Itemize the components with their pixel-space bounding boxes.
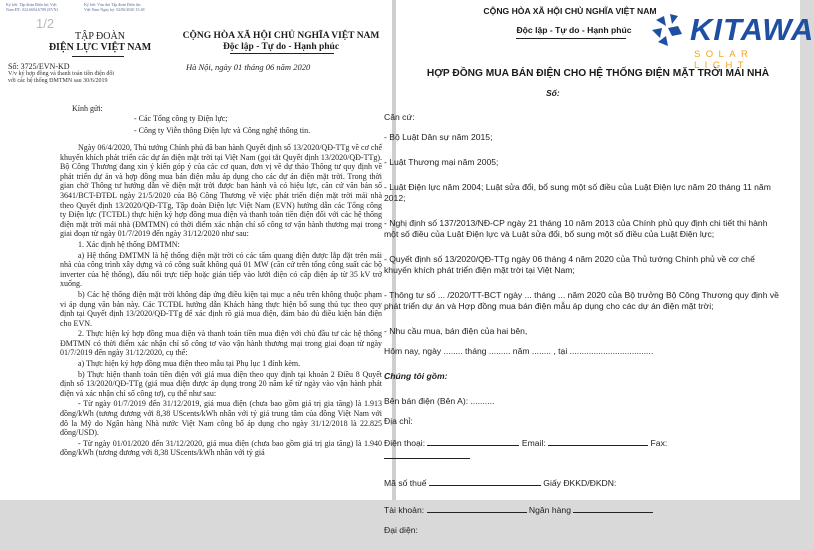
- letter-paragraph: 1. Xác định hệ thống ĐMTMN:: [78, 239, 180, 249]
- fax-blank: [384, 449, 470, 459]
- letter-paragraph: a) Hệ thống ĐMTMN là hệ thống điện mặt trời có các tấm quang điện được lắp đặt trên mái nhà của công trình xây dựng và có công suất không quá 01 MW (căn cứ trên tổng công suất các bộ inverter của hệ thống), đấu nối trực tiếp hoặc gián tiếp vào lưới điện có cấp điện áp từ 35 kV trở xuống.: [60, 250, 382, 289]
- address-line: Địa chỉ:: [384, 416, 413, 426]
- letter-body: [60, 143, 382, 459]
- nation-line-2: Độc lập - Tự do - Hạnh phúc: [222, 42, 340, 52]
- digital-signature-stamp-secondary: Ký bởi: Văn thư Tập đoàn Điện lực Việt Nam Ngày ký: 02/06/2020 15:48: [84, 2, 145, 12]
- contract-motto: Độc lập - Tự do - Hạnh phúc: [516, 25, 632, 35]
- parties-heading: Chúng tôi gồm:: [384, 371, 448, 381]
- letter-paragraph: a) Thực hiện ký hợp đồng mua điện theo mẫu tại Phụ lục 1 đính kèm.: [78, 359, 301, 369]
- tax-label: Mã số thuế: [384, 478, 427, 488]
- motto-underline: [516, 38, 626, 39]
- legal-basis-item: - Bộ Luật Dân sự năm 2015;: [384, 132, 493, 142]
- phone-label: Điện thoại:: [384, 438, 426, 448]
- letter-paragraph: b) Các hệ thống điện mặt trời không đáp ứng điều kiện tại mục a nêu trên không thuộc phạm vi áp dụng văn bản này. Các TCTĐL hướng dẫn Khách hàng thực hiện bổ sung thủ tục theo quy định tại Quyết định 13/2020/QĐ-TTg để xác định rõ giá mua điện, đảm bảo đủ điều kiện bán điện cho EVN.: [60, 289, 382, 328]
- legal-basis-item: - Luật Điện lực năm 2004; Luật sửa đổi, bổ sung một số điều của Luật Điện lực năm 20 tháng 11 năm 2012;: [384, 182, 771, 203]
- page-indicator: 1/2: [36, 16, 55, 31]
- recipient-item: - Các Tổng công ty Điện lực;: [134, 114, 228, 123]
- sun-rays-icon: [652, 14, 692, 54]
- account-label: Tài khoản:: [384, 505, 425, 515]
- representative-line: Đại diện:: [384, 525, 418, 535]
- contact-line: [384, 436, 784, 462]
- letter-paragraph: Ngày 06/4/2020, Thủ tướng Chính phủ đã ban hành Quyết định số 13/2020/QĐ-TTg về cơ chế khuyến khích phát triển các dự án điện mặt trời tại Việt Nam (gọi tắt Quyết định 13/2020/QĐ-TTg). Bộ Công Thương đang xin ý kiến góp ý của các cơ quan, đơn vị về dự thảo Thông tư quy định về phát triển dự án và hợp đồng mua bán điện mẫu áp dụng cho các dự án điện mặt trời. Trong thời gian chờ Thông tư hướng dẫn về điện mặt trời được ban hành và có hiệu lực, căn cứ văn bản số 3641/BCT-ĐTĐL ngày 21/5/2020 của Bộ Công Thương về việc phát triển điện mặt trời mái nhà theo Quyết định 13/2020/QĐ-TTg, Tập đoàn Điện lực Việt Nam (EVN) hướng dẫn các Tổng công ty Điện lực (TCTĐL) thực hiện ký hợp đồng mua điện và thanh toán tiền điện đối với các hệ thống điện mặt trời mái nhà (ĐMTMN) có thời điểm xác nhận chỉ số công tơ vận hành thương mại trong giai đoạn từ ngày 01/7/2019 đến ngày 31/12/2020 như sau:: [60, 143, 382, 239]
- account-blank: [427, 503, 527, 513]
- salutation: Kính gửi:: [72, 104, 103, 113]
- bank-blank: [573, 503, 653, 513]
- digital-signature-stamp: Ký bởi: Tập đoàn Điện lực Việt Nam ĐT: 024.6694.6789 (EVN): [6, 2, 58, 12]
- legal-basis-item: - Luật Thương mại năm 2005;: [384, 157, 499, 167]
- national-heading: [176, 31, 386, 53]
- tax-blank: [429, 476, 541, 486]
- recipients: [134, 113, 310, 137]
- official-letter-page: [0, 0, 392, 500]
- email-blank: [548, 436, 648, 446]
- contract-number: Số:: [546, 88, 560, 98]
- letter-paragraph: - Từ ngày 01/01/2020 đến 31/12/2020, giá mua điện (chưa bao gồm giá trị gia tăng) là 1.940 đồng/kWh (tương đương với 8,38 UScents/kWh nhân với tỷ giá: [60, 438, 382, 458]
- contract-date-line: Hôm nay, ngày ........ tháng ......... năm ........ , tại ...................................: [384, 346, 654, 356]
- nation-line-1: CỘNG HÒA XÃ HỘI CHỦ NGHĨA VIỆT NAM: [182, 31, 380, 41]
- contract-page: [384, 0, 814, 535]
- contract-national-heading: CỘNG HÒA XÃ HỘI CHỦ NGHĨA VIỆT NAM: [483, 6, 657, 16]
- legal-basis-item: - Nghị định số 137/2013/NĐ-CP ngày 21 tháng 10 năm 2013 của Chính phủ quy định chi tiết thi hành một số điều của Luật Điện lực và Luật sửa đổi, bổ sung một số điều của Luật Điện lực;: [384, 218, 768, 239]
- tax-line: [384, 476, 784, 489]
- letter-paragraph: b) Thực hiện thanh toán tiền điện với giá mua điện theo quy định tại khoản 2 Điều 8 Quyết định số 13/2020/QĐ-TTg (giá mua điện được áp dụng trong 20 năm kể từ ngày vào vận hành phát điện và xác nhận chỉ số công tơ), cụ thể như sau:: [60, 369, 382, 398]
- contract-title: HỢP ĐỒNG MUA BÁN ĐIỆN CHO HỆ THỐNG ĐIỆN MẶT TRỜI MÁI NHÀ: [426, 68, 770, 79]
- org-line-1: TẬP ĐOÀN: [75, 31, 125, 42]
- org-line-2: ĐIỆN LỰC VIỆT NAM: [48, 42, 152, 53]
- nation-underline: [230, 53, 334, 54]
- account-line: [384, 503, 784, 516]
- logo-wordmark: KITAWA: [690, 12, 814, 47]
- seller-line: Bên bán điện (Bên A): ..........: [384, 396, 495, 406]
- bank-label: Ngân hàng: [528, 505, 571, 515]
- org-underline: [72, 56, 124, 57]
- document-subject: V/v ký hợp đồng và thanh toán tiền điện đối với các hệ thống ĐMTMN sau 30/6/2019: [8, 71, 114, 84]
- email-label: Email:: [521, 438, 546, 448]
- contract-body: [384, 112, 784, 550]
- document-number: Số: 3725/EVN-KD: [8, 62, 70, 71]
- legal-basis-item: - Quyết định số 13/2020/QĐ-TTg ngày 06 tháng 4 năm 2020 của Thủ tướng Chính phủ về cơ chế khuyến khích phát triển điện mặt trời tại Việt Nam;: [384, 254, 755, 275]
- issuing-organization: [40, 31, 160, 53]
- legal-basis-item: - Thông tư số ... /2020/TT-BCT ngày ... tháng ... năm 2020 của Bộ trưởng Bộ Công Thương quy định về phát triển dự án và Hợp đồng mua bán điện mẫu áp dụng cho các dự án điện mặt trời;: [384, 290, 779, 311]
- legal-basis-item: - Nhu cầu mua, bán điện của hai bên,: [384, 326, 528, 336]
- document-date: Hà Nội, ngày 01 tháng 06 năm 2020: [186, 62, 311, 72]
- recipient-item: - Công ty Viễn thông Điện lực và Công nghệ thông tin.: [134, 126, 311, 135]
- letter-paragraph: - Từ ngày 01/7/2019 đến 31/12/2019, giá mua điện (chưa bao gồm giá trị gia tăng) là 1.913 đồng/kWh (tương đương với 8,38 UScents/kWh nhân với tỷ giá trung tâm của đồng Việt Nam với đô la Mỹ do Ngân hàng Nhà nước Việt Nam công bố áp dụng cho ngày 31/12/2018 là 22.825 đồng/USD).: [60, 399, 382, 438]
- letter-paragraph: 2. Thực hiện ký hợp đồng mua điện và thanh toán tiền mua điện với chủ đầu tư các hệ thống ĐMTMN có thời điểm xác nhận chỉ số công tơ vào vận hành thương mại trong giai đoạn từ ngày 01/7/2019 đến ngày 31/12/2020, cụ thể:: [60, 329, 382, 358]
- fax-label: Fax:: [650, 438, 668, 448]
- phone-blank: [427, 436, 519, 446]
- kitawa-logo: [652, 12, 814, 71]
- logo-tagline: SOLAR LIGHT: [694, 49, 754, 71]
- can-cu-heading: Căn cứ:: [384, 112, 415, 122]
- business-reg-label: Giấy ĐKKD/ĐKDN:: [543, 478, 617, 488]
